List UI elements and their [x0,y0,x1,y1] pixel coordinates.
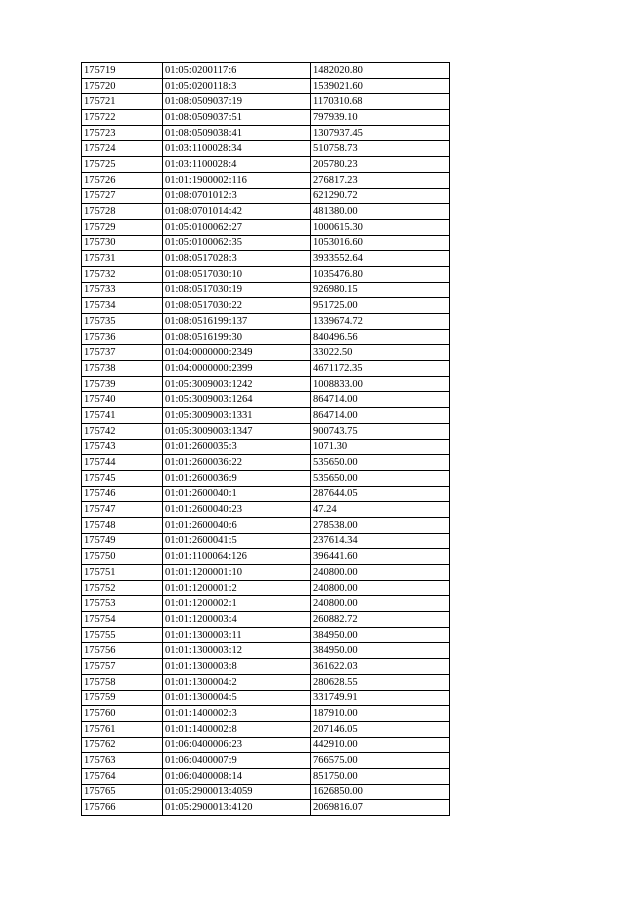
amount-cell: 535650.00 [311,470,450,486]
cadastral-number-cell: 01:05:3009003:1331 [163,408,311,424]
cadastral-number-cell: 01:08:0517028:3 [163,251,311,267]
row-id-cell: 175751 [82,565,163,581]
amount-cell: 384950.00 [311,643,450,659]
cadastral-number-cell: 01:01:1900002:116 [163,172,311,188]
table-row [82,643,450,659]
row-id-cell: 175722 [82,110,163,126]
table-row [82,423,450,439]
table-row [82,721,450,737]
table-row [82,172,450,188]
table-row [82,376,450,392]
row-id-cell: 175740 [82,392,163,408]
amount-cell: 2069816.07 [311,800,450,816]
table-row [82,157,450,173]
row-id-cell: 175765 [82,784,163,800]
amount-cell: 481380.00 [311,204,450,220]
amount-cell: 1170310.68 [311,94,450,110]
amount-cell: 900743.75 [311,423,450,439]
cadastral-number-cell: 01:05:0100062:27 [163,219,311,235]
table-row [82,345,450,361]
amount-cell: 3933552.64 [311,251,450,267]
table-body [82,63,450,816]
row-id-cell: 175749 [82,533,163,549]
cadastral-number-cell: 01:05:2900013:4120 [163,800,311,816]
row-id-cell: 175733 [82,282,163,298]
amount-cell: 1071.30 [311,439,450,455]
amount-cell: 840496.56 [311,329,450,345]
row-id-cell: 175738 [82,361,163,377]
row-id-cell: 175735 [82,314,163,330]
cadastral-number-cell: 01:08:0516199:30 [163,329,311,345]
cadastral-number-cell: 01:05:3009003:1347 [163,423,311,439]
cadastral-number-cell: 01:05:2900013:4059 [163,784,311,800]
row-id-cell: 175747 [82,502,163,518]
amount-cell: 4671172.35 [311,361,450,377]
row-id-cell: 175739 [82,376,163,392]
row-id-cell: 175736 [82,329,163,345]
cadastral-number-cell: 01:03:1100028:34 [163,141,311,157]
amount-cell: 276817.23 [311,172,450,188]
cadastral-number-cell: 01:08:0701012:3 [163,188,311,204]
table-row [82,125,450,141]
amount-cell: 205780.23 [311,157,450,173]
table-row [82,63,450,79]
row-id-cell: 175741 [82,408,163,424]
amount-cell: 797939.10 [311,110,450,126]
row-id-cell: 175756 [82,643,163,659]
table-row [82,298,450,314]
table-row [82,110,450,126]
cadastral-number-cell: 01:08:0509037:51 [163,110,311,126]
table-row [82,517,450,533]
amount-cell: 535650.00 [311,455,450,471]
amount-cell: 1008833.00 [311,376,450,392]
amount-cell: 926980.15 [311,282,450,298]
table-row [82,78,450,94]
cadastral-number-cell: 01:08:0517030:10 [163,266,311,282]
cadastral-number-cell: 01:01:2600040:23 [163,502,311,518]
table-row [82,266,450,282]
table-row [82,486,450,502]
amount-cell: 384950.00 [311,627,450,643]
table-row [82,455,450,471]
amount-cell: 280628.55 [311,674,450,690]
cadastral-number-cell: 01:01:1300004:2 [163,674,311,690]
row-id-cell: 175748 [82,517,163,533]
row-id-cell: 175728 [82,204,163,220]
table-row [82,329,450,345]
row-id-cell: 175745 [82,470,163,486]
cadastral-number-cell: 01:01:1300003:12 [163,643,311,659]
row-id-cell: 175737 [82,345,163,361]
table-row [82,549,450,565]
amount-cell: 287644.05 [311,486,450,502]
row-id-cell: 175729 [82,219,163,235]
table-row [82,674,450,690]
amount-cell: 621290.72 [311,188,450,204]
row-id-cell: 175726 [82,172,163,188]
row-id-cell: 175742 [82,423,163,439]
cadastral-number-cell: 01:06:0400008:14 [163,768,311,784]
amount-cell: 442910.00 [311,737,450,753]
amount-cell: 864714.00 [311,392,450,408]
table-row [82,408,450,424]
row-id-cell: 175725 [82,157,163,173]
amount-cell: 260882.72 [311,612,450,628]
table-row [82,596,450,612]
cadastral-number-cell: 01:05:0200117:6 [163,63,311,79]
table-row [82,204,450,220]
table-row [82,141,450,157]
table-row [82,470,450,486]
data-table [81,62,450,816]
row-id-cell: 175727 [82,188,163,204]
table-row [82,580,450,596]
cadastral-number-cell: 01:05:3009003:1264 [163,392,311,408]
cadastral-number-cell: 01:01:1200001:10 [163,565,311,581]
cadastral-number-cell: 01:08:0517030:19 [163,282,311,298]
cadastral-number-cell: 01:08:0701014:42 [163,204,311,220]
cadastral-number-cell: 01:08:0516199:137 [163,314,311,330]
amount-cell: 1482020.80 [311,63,450,79]
cadastral-number-cell: 01:01:2600040:1 [163,486,311,502]
table-row [82,94,450,110]
cadastral-number-cell: 01:08:0517030:22 [163,298,311,314]
amount-cell: 1339674.72 [311,314,450,330]
amount-cell: 361622.03 [311,659,450,675]
amount-cell: 1626850.00 [311,784,450,800]
amount-cell: 331749.91 [311,690,450,706]
row-id-cell: 175761 [82,721,163,737]
cadastral-number-cell: 01:04:0000000:2399 [163,361,311,377]
table-row [82,219,450,235]
row-id-cell: 175762 [82,737,163,753]
amount-cell: 510758.73 [311,141,450,157]
cadastral-number-cell: 01:08:0509037:19 [163,94,311,110]
table-row [82,251,450,267]
cadastral-number-cell: 01:06:0400007:9 [163,753,311,769]
table-row [82,565,450,581]
cadastral-number-cell: 01:05:3009003:1242 [163,376,311,392]
cadastral-number-cell: 01:08:0509038:41 [163,125,311,141]
table-row [82,753,450,769]
amount-cell: 1035476.80 [311,266,450,282]
amount-cell: 240800.00 [311,565,450,581]
table-row [82,502,450,518]
amount-cell: 851750.00 [311,768,450,784]
row-id-cell: 175719 [82,63,163,79]
cadastral-number-cell: 01:01:1200001:2 [163,580,311,596]
row-id-cell: 175760 [82,706,163,722]
table-row [82,439,450,455]
table-row [82,706,450,722]
amount-cell: 33022.50 [311,345,450,361]
cadastral-number-cell: 01:01:1100064:126 [163,549,311,565]
amount-cell: 1307937.45 [311,125,450,141]
row-id-cell: 175755 [82,627,163,643]
table-row [82,533,450,549]
table-row [82,392,450,408]
cadastral-number-cell: 01:01:1200003:4 [163,612,311,628]
row-id-cell: 175721 [82,94,163,110]
row-id-cell: 175734 [82,298,163,314]
table-row [82,612,450,628]
cadastral-number-cell: 01:06:0400006:23 [163,737,311,753]
table-row [82,800,450,816]
table-row [82,361,450,377]
table-row [82,627,450,643]
cadastral-number-cell: 01:01:2600035:3 [163,439,311,455]
cadastral-number-cell: 01:01:2600036:9 [163,470,311,486]
row-id-cell: 175764 [82,768,163,784]
row-id-cell: 175752 [82,580,163,596]
table-row [82,188,450,204]
row-id-cell: 175754 [82,612,163,628]
row-id-cell: 175763 [82,753,163,769]
cadastral-number-cell: 01:01:1300003:11 [163,627,311,643]
row-id-cell: 175759 [82,690,163,706]
amount-cell: 951725.00 [311,298,450,314]
table-row [82,235,450,251]
amount-cell: 396441.60 [311,549,450,565]
amount-cell: 1000615.30 [311,219,450,235]
row-id-cell: 175757 [82,659,163,675]
amount-cell: 240800.00 [311,580,450,596]
table-row [82,768,450,784]
row-id-cell: 175746 [82,486,163,502]
cadastral-number-cell: 01:01:2600041:5 [163,533,311,549]
amount-cell: 278538.00 [311,517,450,533]
table-row [82,690,450,706]
row-id-cell: 175766 [82,800,163,816]
cadastral-number-cell: 01:01:1400002:3 [163,706,311,722]
cadastral-number-cell: 01:03:1100028:4 [163,157,311,173]
amount-cell: 1539021.60 [311,78,450,94]
row-id-cell: 175724 [82,141,163,157]
table-row [82,659,450,675]
cadastral-number-cell: 01:01:2600040:6 [163,517,311,533]
row-id-cell: 175720 [82,78,163,94]
row-id-cell: 175758 [82,674,163,690]
cadastral-number-cell: 01:01:1300003:8 [163,659,311,675]
cadastral-number-cell: 01:04:0000000:2349 [163,345,311,361]
row-id-cell: 175723 [82,125,163,141]
cadastral-number-cell: 01:05:0100062:35 [163,235,311,251]
cadastral-number-cell: 01:01:1400002:8 [163,721,311,737]
row-id-cell: 175732 [82,266,163,282]
cadastral-number-cell: 01:05:0200118:3 [163,78,311,94]
cadastral-number-cell: 01:01:1200002:1 [163,596,311,612]
table-row [82,784,450,800]
table-row [82,737,450,753]
amount-cell: 240800.00 [311,596,450,612]
cadastral-number-cell: 01:01:1300004:5 [163,690,311,706]
row-id-cell: 175753 [82,596,163,612]
row-id-cell: 175744 [82,455,163,471]
row-id-cell: 175750 [82,549,163,565]
amount-cell: 47.24 [311,502,450,518]
cadastral-number-cell: 01:01:2600036:22 [163,455,311,471]
amount-cell: 187910.00 [311,706,450,722]
table-row [82,282,450,298]
row-id-cell: 175730 [82,235,163,251]
table-row [82,314,450,330]
row-id-cell: 175743 [82,439,163,455]
amount-cell: 766575.00 [311,753,450,769]
amount-cell: 237614.34 [311,533,450,549]
amount-cell: 864714.00 [311,408,450,424]
amount-cell: 207146.05 [311,721,450,737]
row-id-cell: 175731 [82,251,163,267]
amount-cell: 1053016.60 [311,235,450,251]
